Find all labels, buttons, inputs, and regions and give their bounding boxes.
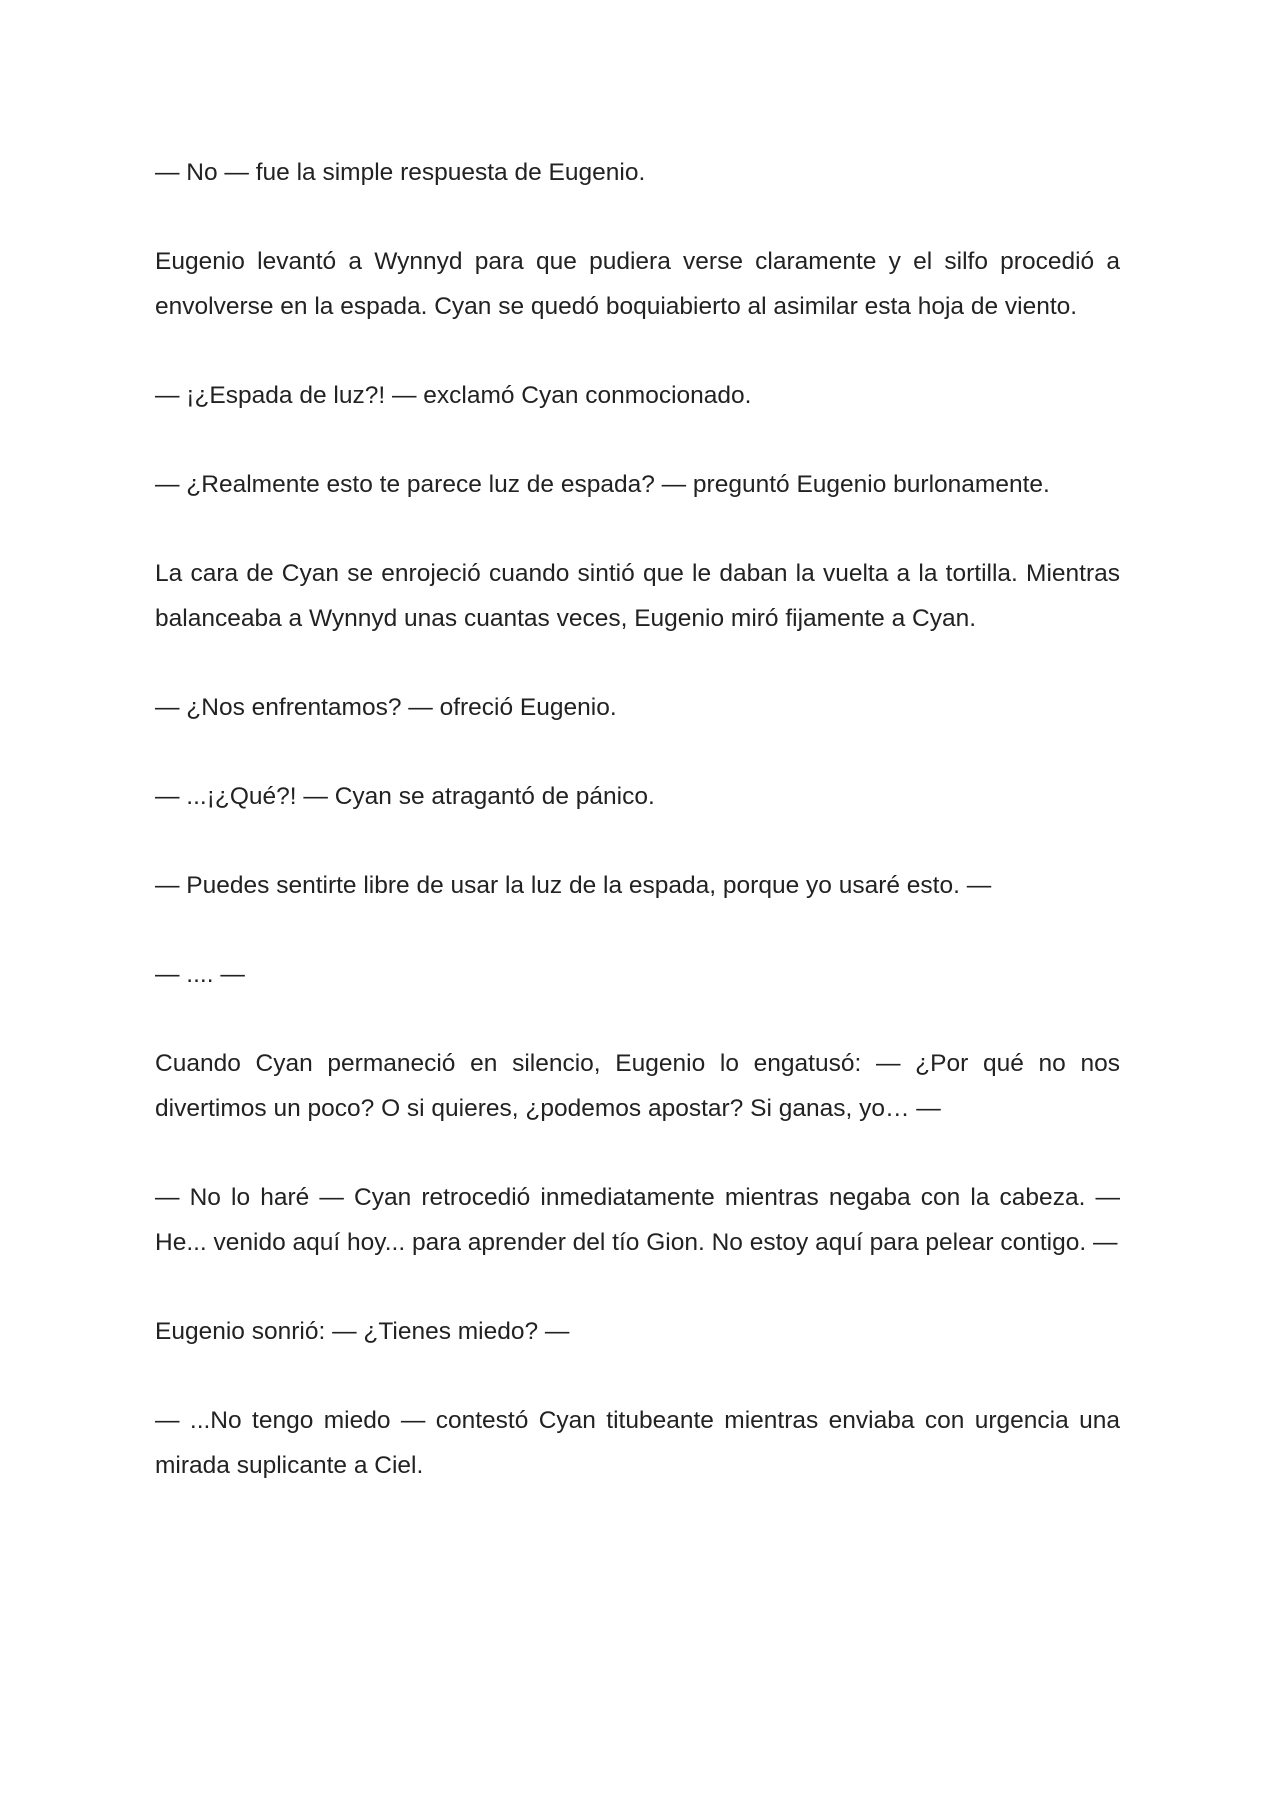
paragraph: — No lo haré — Cyan retrocedió inmediatamente mientras negaba con la cabeza. — He... venido aquí hoy... para aprender del tío Gion. No estoy aquí para pelear contigo. — bbox=[155, 1184, 1120, 1256]
paragraph: — ...¡¿Qué?! — Cyan se atragantó de pánico. bbox=[155, 783, 655, 810]
paragraph: Cuando Cyan permaneció en silencio, Eugenio lo engatusó: — ¿Por qué no nos divertimos un poco? O si quieres, ¿podemos apostar? Si ganas, yo… — bbox=[155, 1050, 1120, 1122]
paragraph: Eugenio sonrió: — ¿Tienes miedo? — bbox=[155, 1318, 570, 1345]
paragraph: — ¿Realmente esto te parece luz de espada? — preguntó Eugenio burlonamente. bbox=[155, 471, 1050, 498]
paragraph: — ¡¿Espada de luz?! — exclamó Cyan conmocionado. bbox=[155, 382, 752, 409]
document-page bbox=[155, 150, 1120, 1532]
paragraph: — ¿Nos enfrentamos? — ofreció Eugenio. bbox=[155, 694, 617, 721]
paragraph: — Puedes sentirte libre de usar la luz de la espada, porque yo usaré esto. — bbox=[155, 872, 992, 899]
paragraph: — No — fue la simple respuesta de Eugenio. bbox=[155, 159, 646, 186]
paragraph: Eugenio levantó a Wynnyd para que pudiera verse claramente y el silfo procedió a envolverse en la espada. Cyan se quedó boquiabierto al asimilar esta hoja de viento. bbox=[155, 248, 1120, 320]
paragraph: La cara de Cyan se enrojeció cuando sintió que le daban la vuelta a la tortilla. Mientras balanceaba a Wynnyd unas cuantas veces, Eugenio miró fijamente a Cyan. bbox=[155, 560, 1120, 632]
paragraph: — .... — bbox=[155, 961, 245, 988]
paragraph: — ...No tengo miedo — contestó Cyan titubeante mientras enviaba con urgencia una mirada suplicante a Ciel. bbox=[155, 1407, 1120, 1479]
